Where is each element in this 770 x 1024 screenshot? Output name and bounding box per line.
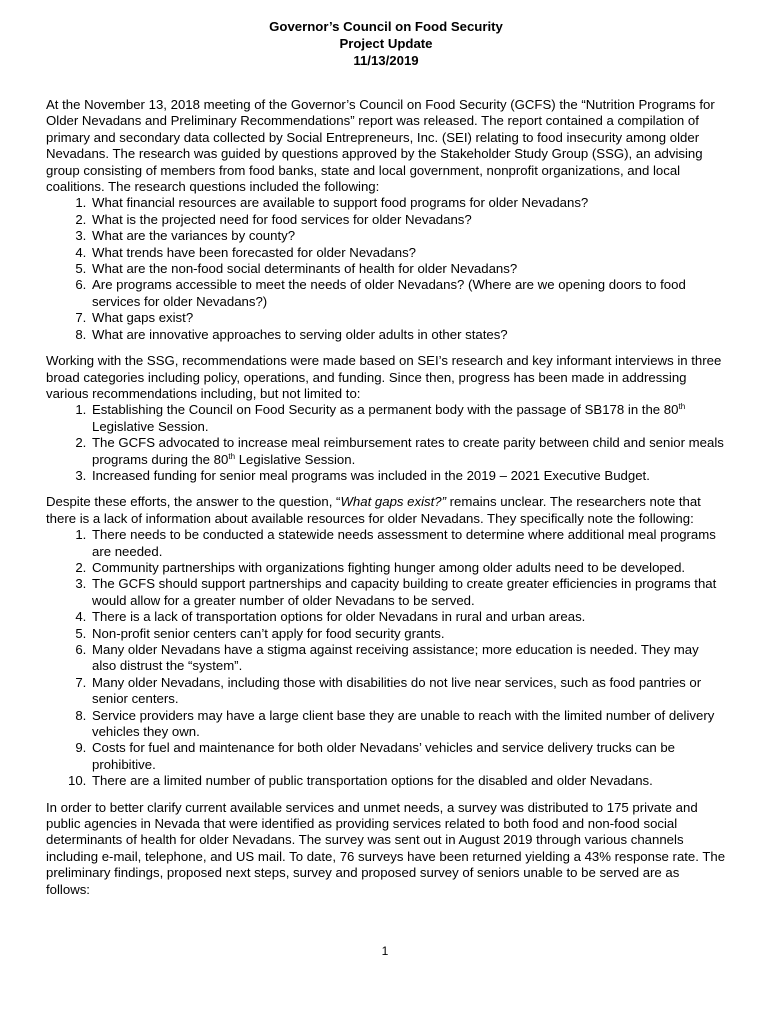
list-item: 4. There is a lack of transportation options for older Nevadans in rural and urban areas. [90, 609, 726, 625]
list-item: 2. What is the projected need for food services for older Nevadans? [90, 212, 726, 228]
list-item: 1. What financial resources are available to support food programs for older Nevadans? [90, 195, 726, 211]
emphasized-question: What gaps exist?” [340, 494, 446, 510]
list-item [90, 402, 726, 435]
gaps-paragraph [46, 494, 726, 527]
paragraph-text: Despite these efforts, the answer to the question, “ [46, 494, 341, 510]
list-item: 10. There are a limited number of public transportation options for the disabled and older Nevadans. [90, 773, 726, 789]
gaps-list [46, 527, 726, 790]
list-item: 5. What are the non-food social determinants of health for older Nevadans? [90, 261, 726, 277]
document-title: Governor’s Council on Food Security [269, 19, 503, 34]
list-item: 6. Many older Nevadans have a stigma against receiving assistance; more education is needed. They may also distrust the “system”. [90, 642, 726, 675]
ordinal-suffix: th [228, 451, 236, 461]
list-item [90, 435, 726, 468]
list-item: 9. Costs for fuel and maintenance for both older Nevadans’ vehicles and service delivery trucks can be prohibitive. [90, 740, 726, 773]
list-item: 7. What gaps exist? [90, 310, 726, 326]
document-page [46, 18, 726, 898]
list-item: 4. What trends have been forecasted for older Nevadans? [90, 245, 726, 261]
list-item: 8. What are innovative approaches to serving older adults in other states? [90, 327, 726, 343]
intro-paragraph: At the November 13, 2018 meeting of the Governor’s Council on Food Security (GCFS) the “Nutrition Programs for Older Nevadans and Preliminary Recommendations” report was released. The report contained a compilation of primary and secondary data collected by Social Entrepreneurs, Inc. (SEI) relating to food insecurity among older Nevadans. The research was guided by questions approved by the Stakeholder Study Group (SSG), an advising group consisting of members from food banks, state and local government, nonprofit organizations, and local coalitions. The research questions included the following: [46, 97, 715, 195]
document-header [46, 18, 726, 69]
document-date: 11/13/2019 [353, 53, 419, 68]
list-item: 3. What are the variances by county? [90, 228, 726, 244]
list-item: 2. Community partnerships with organizations fighting hunger among older adults need to be developed. [90, 560, 726, 576]
list-item: 6. Are programs accessible to meet the needs of older Nevadans? (Where are we opening doors to food services for older Nevadans?) [90, 277, 726, 310]
paragraph-text: remains unclear. The researchers note that there is a lack of information about available resources for older Nevadans. They specifically note the following: [46, 494, 701, 526]
list-item: 5. Non-profit senior centers can’t apply for food security grants. [90, 626, 726, 642]
research-questions-list [46, 195, 726, 343]
page-number: 1 [381, 944, 389, 958]
list-item: 3. The GCFS should support partnerships and capacity building to create greater efficiencies in programs that would allow for a greater number of older Nevadans to be served. [90, 576, 726, 609]
list-item-text: Legislative Session. [235, 451, 356, 467]
list-item: 1. There needs to be conducted a statewide needs assessment to determine where additional meal programs are needed. [90, 527, 726, 560]
list-item-text: The GCFS advocated to increase meal reimbursement rates to create parity between child and senior meals programs during the 80 [92, 435, 724, 467]
list-item-text: Legislative Session. [92, 418, 209, 434]
list-item: 3. Increased funding for senior meal programs was included in the 2019 – 2021 Executive Budget. [90, 468, 726, 484]
list-item-text: Establishing the Council on Food Security as a permanent body with the passage of SB178 in the 80 [92, 402, 679, 418]
list-item: 8. Service providers may have a large client base they are unable to reach with the limited number of delivery vehicles they own. [90, 708, 726, 741]
ordinal-suffix: th [678, 402, 686, 412]
progress-paragraph: Working with the SSG, recommendations were made based on SEI’s research and key informant interviews in three broad categories including policy, operations, and funding. Since then, progress has been made in addressing various recommendations including, but not limited to: [46, 353, 722, 401]
survey-paragraph: In order to better clarify current available services and unmet needs, a survey was distributed to 175 private and public agencies in Nevada that were identified as providing services related to both food and non-food social determinants of health for older Nevadans. The survey was sent out in August 2019 through various channels including e-mail, telephone, and US mail. To date, 76 surveys have been returned yielding a 43% response rate. The preliminary findings, proposed next steps, survey and proposed survey of seniors unable to be served are as follows: [46, 799, 726, 897]
progress-list [46, 402, 726, 484]
document-subtitle: Project Update [339, 36, 433, 51]
list-item: 7. Many older Nevadans, including those with disabilities do not live near services, such as food pantries or senior centers. [90, 675, 726, 708]
